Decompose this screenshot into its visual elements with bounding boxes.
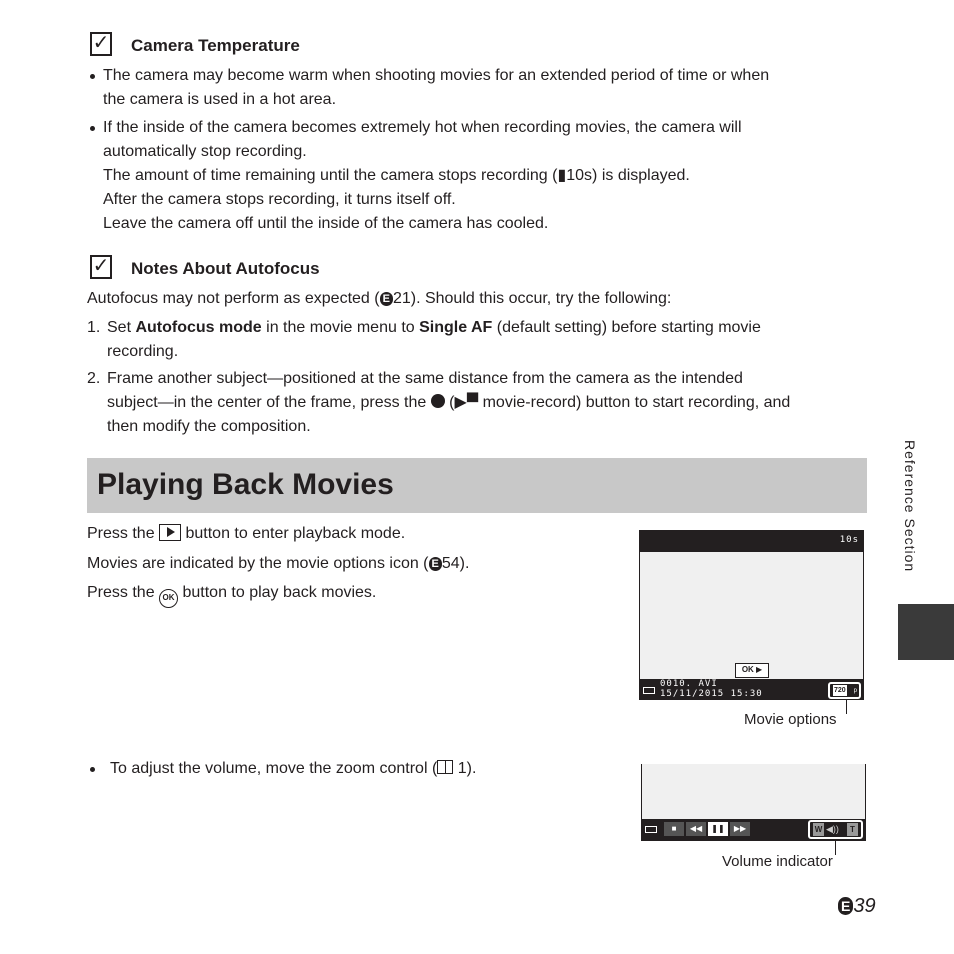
page-number [838, 895, 876, 918]
zoom-w-icon: W [814, 825, 823, 834]
text-fragment: ( [444, 394, 455, 411]
bullet-icon [90, 767, 95, 772]
stop-icon: ■ [664, 822, 684, 836]
text-fragment: (default setting) before starting movie [492, 319, 761, 336]
text-fragment: Autofocus may not perform as expected ( [87, 290, 380, 307]
note-heading-camera-temperature: Camera Temperature [131, 36, 300, 55]
fast-forward-icon: ▶▶ [730, 822, 750, 836]
date-time: 15/11/2015 15:30 [660, 689, 763, 699]
text-fragment: 1). [453, 760, 477, 777]
text-fragment: 54). [441, 555, 470, 572]
zoom-t-icon: T [847, 823, 858, 836]
list-item [107, 367, 882, 439]
caption-volume-indicator: Volume indicator [722, 853, 833, 870]
side-tab-label: Reference Section [902, 440, 918, 573]
text-fragment: button to enter playback mode. [181, 525, 406, 542]
text-fragment: 21). Should this occur, try the following: [392, 290, 672, 307]
text-line: After the camera stops recording, it turns itself off. [103, 191, 456, 208]
side-tab-marker [898, 604, 954, 660]
ok-button-icon: OK [159, 589, 178, 608]
text-fragment: The amount of time remaining until the camera stops recording ( [103, 167, 558, 184]
text-fragment: Autofocus mode [135, 319, 262, 336]
reference-icon: E [838, 897, 853, 915]
book-reference-icon [437, 760, 453, 774]
text-line: recording. [107, 343, 179, 360]
note-check-icon: ✓ [90, 32, 112, 56]
bullet-icon [90, 126, 95, 131]
callout-line [835, 841, 836, 855]
text-line: If the inside of the camera becomes extremely hot when recording movies, the camera will [103, 119, 742, 136]
paragraph [103, 64, 873, 112]
paragraph [87, 552, 469, 576]
list-item [107, 316, 877, 364]
paragraph [87, 522, 405, 546]
battery-icon [643, 687, 655, 694]
list-number: 2. [87, 370, 101, 387]
callout-line [846, 700, 847, 714]
text-fragment: subject—in the center of the frame, press the [107, 394, 427, 411]
text-fragment: Press the [87, 525, 160, 542]
text-line: then modify the composition. [107, 418, 311, 435]
file-info [660, 679, 763, 699]
movie-options-icon: 720 [834, 687, 846, 694]
reference-icon: E [380, 292, 393, 306]
text-line: the camera is used in a hot area. [103, 91, 337, 108]
text-fragment: in the movie menu to [261, 319, 420, 336]
movie-options-suffix: p [853, 688, 857, 694]
text-line: The camera may become warm when shooting movies for an extended period of time or when [103, 67, 770, 84]
volume-indicator [808, 820, 863, 839]
paragraph [110, 757, 476, 781]
bullet-icon [90, 74, 95, 79]
text-fragment: Movies are indicated by the movie options icon ( [87, 555, 429, 572]
text-line [103, 164, 873, 188]
playback-screen-illustration [639, 530, 864, 700]
reference-icon: E [429, 557, 442, 571]
ok-label: OK [741, 665, 754, 674]
text-fragment: To adjust the volume, move the zoom control ( [110, 760, 438, 777]
speaker-icon: ◀)) [826, 824, 839, 834]
text-fragment: Press the [87, 584, 160, 601]
note-check-icon: ✓ [90, 255, 112, 279]
lcd-top-bar [640, 531, 863, 552]
paragraph [87, 287, 877, 311]
text-fragment: button to play back movies. [178, 584, 377, 601]
note-heading-autofocus: Notes About Autofocus [131, 259, 320, 278]
battery-icon [645, 826, 657, 833]
playback-button-icon [159, 524, 181, 541]
text-fragment: Set [107, 319, 136, 336]
temperature-warning-icon: ▮ [557, 167, 567, 184]
text-line [107, 391, 882, 415]
paragraph [103, 116, 873, 236]
text-fragment: Single AF [419, 319, 493, 336]
paragraph [87, 581, 376, 608]
text-line [107, 316, 877, 340]
filename: 0010. AVI [660, 679, 718, 689]
section-header-bar [87, 458, 867, 513]
text-fragment: 10s) is displayed. [566, 167, 690, 184]
pause-icon: ❚❚ [708, 822, 728, 836]
text-line: Frame another subject—positioned at the same distance from the camera as the intended [107, 370, 743, 387]
movie-options-icon-frame [828, 682, 861, 699]
time-remaining: 10s [839, 535, 859, 545]
section-title: Playing Back Movies [97, 468, 394, 501]
caption-movie-options: Movie options [744, 711, 837, 728]
movie-camera-icon: ▶▀ [454, 394, 479, 411]
rewind-icon: ◀◀ [686, 822, 706, 836]
page-number-value: 39 [853, 895, 876, 917]
text-line: Leave the camera off until the inside of the camera has cooled. [103, 215, 549, 232]
list-number: 1. [87, 319, 101, 336]
text-fragment: movie-record) button to start recording, and [478, 394, 791, 411]
ok-play-guide: OK ▶ [735, 663, 769, 678]
playback-controls-bar [642, 819, 865, 840]
record-button-icon [431, 394, 445, 408]
text-line: automatically stop recording. [103, 143, 307, 160]
volume-screen-illustration [641, 764, 866, 841]
